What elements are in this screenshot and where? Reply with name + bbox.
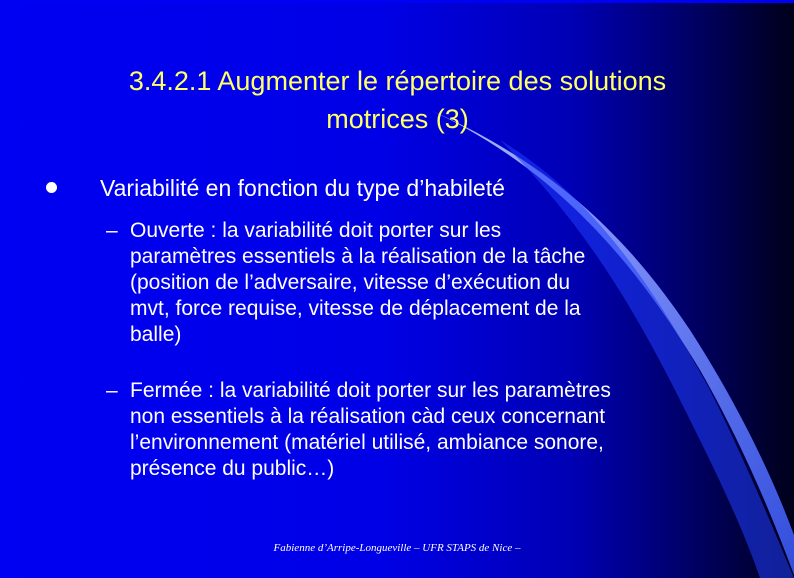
text-line: Ouverte : la variabilité doit porter sur les — [130, 219, 502, 242]
text-line: (position de l’adversaire, vitesse d’exécution du — [130, 271, 571, 294]
text-line: l’environnement (matériel utilisé, ambiance sonore, — [130, 431, 604, 454]
title-line-1: 3.4.2.1 Augmenter le répertoire des solutions — [128, 66, 667, 96]
sub-bullet-text — [130, 218, 740, 348]
title-line-2: motrices (3) — [326, 104, 469, 134]
slide-title — [40, 62, 755, 138]
sub-bullet-text — [130, 378, 740, 482]
bullet-dot-icon — [46, 182, 57, 193]
text-line: balle) — [130, 323, 182, 346]
dash-icon: – — [106, 379, 118, 402]
text-line: mvt, force requise, vitesse de déplacement de la — [130, 297, 581, 320]
text-line: présence du public…) — [130, 457, 335, 480]
slide-footer: Fabienne d’Arripe-Longueville – UFR STAPS de Nice – — [273, 542, 521, 554]
main-bullet-text: Variabilité en fonction du type d’habileté — [100, 175, 505, 201]
dash-icon: – — [106, 219, 118, 242]
text-line: paramètres essentiels à la réalisation de la tâche — [130, 245, 586, 268]
text-line: Fermée : la variabilité doit porter sur les paramètres — [130, 379, 611, 402]
text-line: non essentiels à la réalisation càd ceux concernant — [130, 405, 606, 428]
